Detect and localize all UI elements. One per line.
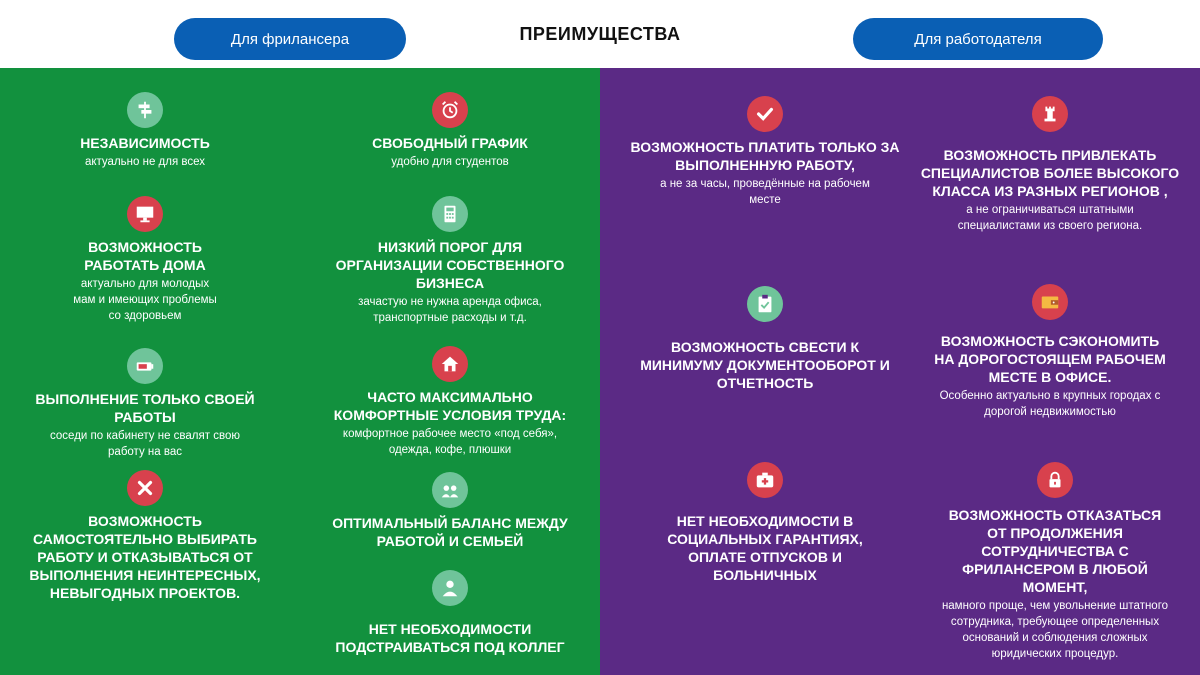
freelancer-button[interactable]: Для фрилансера: [174, 18, 406, 60]
signpost-icon: [127, 92, 163, 128]
item-subtitle: Особенно актуально в крупных городах с дорогой недвижимостью: [939, 390, 1161, 418]
employer-item-documents: [620, 286, 910, 392]
item-title: ВЫПОЛНЕНИЕ ТОЛЬКО СВОЕЙ РАБОТЫ: [35, 391, 255, 425]
item-subtitle: актуально не для всех: [84, 156, 206, 168]
clipboard-icon: [747, 286, 783, 322]
alarm-clock-icon: [432, 92, 468, 128]
item-title: ВОЗМОЖНОСТЬ СЭКОНОМИТЬ НА ДОРОГОСТОЯЩЕМ РАБОЧЕМ МЕСТЕ В ОФИСЕ.: [934, 333, 1166, 385]
freelancer-item-colleagues: [320, 570, 580, 656]
item-title: ВОЗМОЖНОСТЬ ПРИВЛЕКАТЬ СПЕЦИАЛИСТОВ БОЛЕЕ ВЫСОКОГО КЛАССА ИЗ РАЗНЫХ РЕГИОНОВ ,: [920, 147, 1180, 199]
item-subtitle: а не ограничиваться штатными специалистами из своего региона.: [957, 204, 1143, 232]
freelancer-item-independence: [30, 92, 260, 170]
item-title: ВОЗМОЖНОСТЬ ОТКАЗАТЬСЯ ОТ ПРОДОЛЖЕНИЯ СОТРУДНИЧЕСТВА С ФРИЛАНСЕРОМ В ЛЮБОЙ МОМЕНТ,: [948, 507, 1162, 595]
item-title: ВОЗМОЖНОСТЬ ПЛАТИТЬ ТОЛЬКО ЗА ВЫПОЛНЕННУЮ РАБОТУ,: [630, 139, 900, 173]
employer-item-social: [620, 462, 910, 584]
header: [0, 0, 1200, 68]
item-title: НЕЗАВИСИМОСТЬ: [80, 135, 210, 151]
padlock-icon: [1037, 462, 1073, 498]
employer-item-save: [920, 284, 1180, 420]
item-subtitle: а не за часы, проведённые на рабочем месте: [660, 178, 870, 206]
family-icon: [432, 472, 468, 508]
freelancer-item-business: [320, 196, 580, 326]
employer-item-specialists: [920, 96, 1180, 234]
item-subtitle: удобно для студентов: [391, 156, 509, 168]
employer-button[interactable]: Для работодателя: [853, 18, 1103, 60]
freelancer-item-own-work: [30, 348, 260, 460]
freelancer-item-comfort: [320, 346, 580, 458]
item-title: ВОЗМОЖНОСТЬ СВЕСТИ К МИНИМУМУ ДОКУМЕНТООБОРОТ И ОТЧЕТНОСТЬ: [640, 339, 890, 391]
item-title: НИЗКИЙ ПОРОГ ДЛЯ ОРГАНИЗАЦИИ СОБСТВЕННОГО БИЗНЕСА: [335, 239, 565, 291]
monitor-icon: [127, 196, 163, 232]
freelancer-item-schedule: [320, 92, 580, 170]
item-title: НЕТ НЕОБХОДИМОСТИ В СОЦИАЛЬНЫХ ГАРАНТИЯХ, ОПЛАТЕ ОТПУСКОВ И БОЛЬНИЧНЫХ: [667, 513, 863, 583]
freelancer-item-choose-work: [20, 470, 270, 602]
page-title: ПРЕИМУЩЕСТВА: [519, 24, 681, 44]
checkmark-icon: [747, 96, 783, 132]
employer-panel: [600, 68, 1200, 675]
chess-rook-icon: [1032, 96, 1068, 132]
freelancer-panel: [0, 68, 600, 675]
medical-kit-icon: [747, 462, 783, 498]
battery-icon: [127, 348, 163, 384]
wallet-icon: [1032, 284, 1068, 320]
freelancer-item-balance: [320, 472, 580, 550]
item-title: НЕТ НЕОБХОДИМОСТИ ПОДСТРАИВАТЬСЯ ПОД КОЛЛЕГ: [335, 621, 565, 655]
employer-item-pay: [610, 96, 920, 208]
item-subtitle: зачастую не нужна аренда офиса, транспортные расходы и т.д.: [358, 296, 542, 324]
item-title: ВОЗМОЖНОСТЬ РАБОТАТЬ ДОМА: [84, 239, 206, 273]
house-icon: [432, 346, 468, 382]
item-title: ВОЗМОЖНОСТЬ САМОСТОЯТЕЛЬНО ВЫБИРАТЬ РАБОТУ И ОТКАЗЫВАТЬСЯ ОТ ВЫПОЛНЕНИЯ НЕИНТЕРЕСНЫХ, НЕВЫГОДНЫХ ПРОЕКТОВ.: [29, 513, 261, 601]
item-title: ОПТИМАЛЬНЫЙ БАЛАНС МЕЖДУ РАБОТОЙ И СЕМЬЕЙ: [332, 515, 568, 549]
item-title: СВОБОДНЫЙ ГРАФИК: [372, 135, 528, 151]
freelancer-item-home: [30, 196, 260, 324]
calculator-icon: [432, 196, 468, 232]
employer-item-terminate: [930, 462, 1180, 662]
item-subtitle: актуально для молодых мам и имеющих проблемы со здоровьем: [73, 278, 217, 322]
item-subtitle: комфортное рабочее место «под себя», одежда, кофе, плюшки: [342, 428, 558, 456]
person-icon: [432, 570, 468, 606]
item-title: ЧАСТО МАКСИМАЛЬНО КОМФОРТНЫЕ УСЛОВИЯ ТРУДА:: [333, 389, 567, 423]
item-subtitle: соседи по кабинету не свалят свою работу на вас: [50, 430, 240, 458]
cross-icon: [127, 470, 163, 506]
item-subtitle: намного проще, чем увольнение штатного сотрудника, требующее определенных оснований и соблюдения сложных юридических процедур.: [941, 600, 1169, 660]
